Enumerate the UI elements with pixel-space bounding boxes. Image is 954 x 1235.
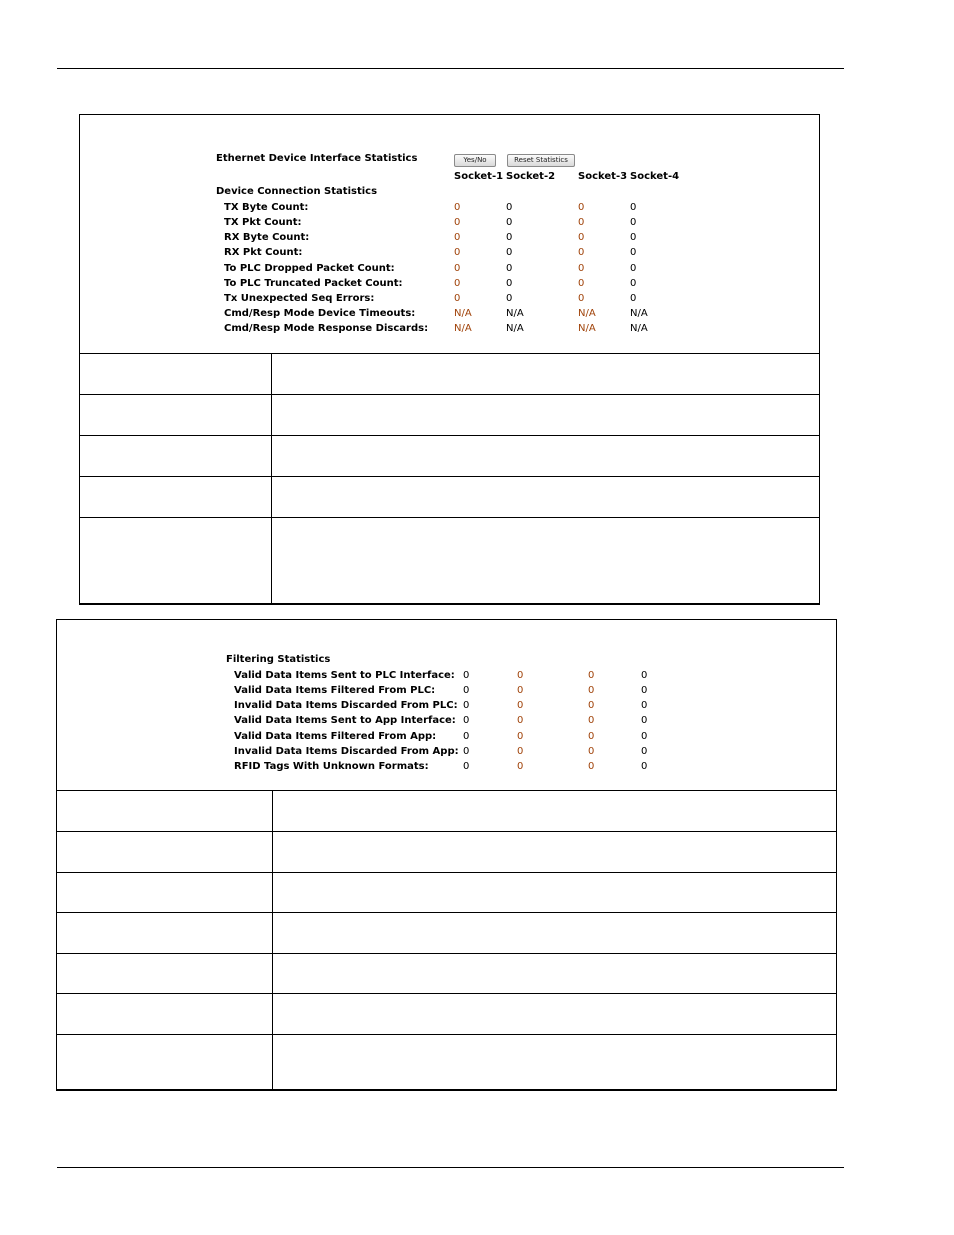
description-row <box>57 954 837 994</box>
stat-value-socket-1: 0 <box>454 202 461 213</box>
stat-value-socket-4: 0 <box>641 715 648 727</box>
field-cell <box>57 873 273 913</box>
stat-value-socket-1: 0 <box>454 232 461 244</box>
stat-value-socket-4: 0 <box>641 760 648 772</box>
stat-label: Cmd/Resp Mode Device Timeouts: <box>224 308 416 320</box>
stat-value-socket-4: 0 <box>641 700 648 712</box>
stat-value-socket-1: N/A <box>454 323 472 335</box>
stat-label: RFID Tags With Unknown Formats: <box>234 760 429 772</box>
stat-row <box>57 715 836 730</box>
description-cell <box>272 395 820 436</box>
description-row <box>57 832 837 873</box>
description-row <box>80 354 820 395</box>
stat-value-socket-1: 0 <box>463 760 470 772</box>
reset-statistics-button[interactable]: Reset Statistics <box>507 154 575 167</box>
socket-2-header: Socket-2 <box>506 171 556 182</box>
stat-value-socket-3: 0 <box>578 202 585 213</box>
stat-row <box>57 731 836 746</box>
stat-row <box>57 685 836 700</box>
stat-value-socket-2: N/A <box>506 308 524 320</box>
field-cell <box>57 832 273 873</box>
description-cell <box>273 832 837 873</box>
stat-value-socket-2: 0 <box>506 247 513 259</box>
description-row <box>57 873 837 913</box>
stat-value-socket-2: 0 <box>517 745 524 757</box>
stat-value-socket-1: 0 <box>454 247 461 259</box>
stat-row <box>57 761 836 776</box>
stat-value-socket-1: 0 <box>454 292 461 304</box>
stat-row <box>57 700 836 715</box>
stat-value-socket-4: 0 <box>630 262 637 274</box>
description-row <box>80 436 820 477</box>
stat-value-socket-4: 0 <box>630 277 637 289</box>
stat-value-socket-1: 0 <box>454 277 461 289</box>
field-cell <box>80 354 272 395</box>
section-title: Device Connection Statistics <box>216 186 378 197</box>
stat-value-socket-2: 0 <box>506 217 513 229</box>
field-cell <box>57 913 273 954</box>
description-cell <box>273 994 837 1035</box>
stat-value-socket-2: 0 <box>517 685 524 697</box>
filtering-statistics-screenshot <box>57 620 836 790</box>
description-table <box>56 790 837 1091</box>
field-cell <box>80 436 272 477</box>
stat-value-socket-1: N/A <box>454 308 472 320</box>
stat-value-socket-2: 0 <box>506 292 513 304</box>
stat-label: Invalid Data Items Discarded From PLC: <box>234 700 458 712</box>
stat-label: To PLC Truncated Packet Count: <box>224 277 403 289</box>
description-cell <box>272 354 820 395</box>
description-row <box>57 1035 837 1091</box>
description-table <box>79 353 820 605</box>
description-cell <box>273 791 837 832</box>
field-cell <box>80 477 272 518</box>
stat-value-socket-3: 0 <box>578 247 585 259</box>
stat-value-socket-3: 0 <box>578 262 585 274</box>
stat-value-socket-4: 0 <box>641 685 648 697</box>
description-cell <box>272 518 820 605</box>
stat-value-socket-2: 0 <box>506 232 513 244</box>
description-cell <box>272 477 820 518</box>
field-cell <box>80 518 272 605</box>
panel-title: Ethernet Device Interface Statistics <box>216 153 418 164</box>
stat-value-socket-3: 0 <box>588 670 595 681</box>
field-cell <box>57 791 273 832</box>
stat-value-socket-1: 0 <box>463 745 470 757</box>
stat-label: Invalid Data Items Discarded From App: <box>234 745 459 757</box>
description-row <box>80 518 820 605</box>
description-row <box>57 994 837 1035</box>
stat-value-socket-4: 0 <box>630 292 637 304</box>
stat-value-socket-3: 0 <box>588 685 595 697</box>
stat-row <box>80 323 819 338</box>
stat-row <box>80 263 819 278</box>
stat-value-socket-3: 0 <box>588 760 595 772</box>
stat-label: Valid Data Items Sent to App Interface: <box>234 715 456 727</box>
stat-label: Valid Data Items Filtered From PLC: <box>234 685 436 697</box>
stat-value-socket-4: 0 <box>641 745 648 757</box>
stat-value-socket-4: 0 <box>630 202 637 213</box>
stat-label: Valid Data Items Sent to PLC Interface: <box>234 670 455 681</box>
field-cell <box>57 954 273 994</box>
stat-value-socket-3: 0 <box>588 715 595 727</box>
description-cell <box>273 873 837 913</box>
stat-value-socket-3: 0 <box>578 277 585 289</box>
description-cell <box>273 954 837 994</box>
stat-value-socket-1: 0 <box>463 730 470 742</box>
field-cell <box>80 395 272 436</box>
description-row <box>80 477 820 518</box>
stat-row <box>80 308 819 323</box>
stat-value-socket-1: 0 <box>463 685 470 697</box>
stat-value-socket-1: 0 <box>463 715 470 727</box>
stat-value-socket-3: 0 <box>588 730 595 742</box>
stat-value-socket-1: 0 <box>454 262 461 274</box>
stat-row <box>80 278 819 293</box>
description-row <box>57 913 837 954</box>
stat-row <box>57 670 836 685</box>
stat-row <box>80 202 819 217</box>
stat-label: TX Pkt Count: <box>224 217 302 229</box>
stat-value-socket-2: 0 <box>506 277 513 289</box>
device-statistics-screenshot <box>80 115 819 354</box>
socket-4-header: Socket-4 <box>630 171 680 182</box>
stat-value-socket-3: 0 <box>578 217 585 229</box>
stat-value-socket-1: 0 <box>454 217 461 229</box>
stat-value-socket-4: 0 <box>630 217 637 229</box>
stat-value-socket-2: 0 <box>506 202 513 213</box>
description-cell <box>273 913 837 954</box>
stat-value-socket-3: N/A <box>578 308 596 320</box>
stat-value-socket-4: 0 <box>641 730 648 742</box>
stat-value-socket-2: N/A <box>506 323 524 335</box>
stat-value-socket-2: 0 <box>517 700 524 712</box>
description-row <box>80 395 820 436</box>
stat-row <box>57 746 836 761</box>
stat-value-socket-4: 0 <box>641 670 648 681</box>
yes-no-button[interactable]: Yes/No <box>454 154 496 167</box>
stat-value-socket-4: 0 <box>630 232 637 244</box>
stat-row <box>80 217 819 232</box>
stat-value-socket-3: N/A <box>578 323 596 335</box>
description-cell <box>272 436 820 477</box>
section-title: Filtering Statistics <box>226 654 331 665</box>
bottom-rule <box>57 1167 844 1168</box>
stat-value-socket-4: N/A <box>630 308 648 320</box>
socket-1-header: Socket-1 <box>454 171 504 182</box>
stat-label: TX Byte Count: <box>224 202 309 213</box>
filtering-statistics-panel <box>56 619 837 1090</box>
socket-3-header: Socket-3 <box>578 171 628 182</box>
stat-value-socket-2: 0 <box>517 730 524 742</box>
stat-label: Valid Data Items Filtered From App: <box>234 730 437 742</box>
stat-value-socket-2: 0 <box>506 262 513 274</box>
description-row <box>57 791 837 832</box>
stat-row <box>80 247 819 262</box>
stat-row <box>80 293 819 308</box>
stat-value-socket-3: 0 <box>578 292 585 304</box>
stat-row <box>80 232 819 247</box>
stat-value-socket-1: 0 <box>463 700 470 712</box>
stat-label: RX Byte Count: <box>224 232 310 244</box>
stat-value-socket-4: 0 <box>630 247 637 259</box>
field-cell <box>57 994 273 1035</box>
top-rule <box>57 68 844 69</box>
stat-label: RX Pkt Count: <box>224 247 303 259</box>
description-cell <box>273 1035 837 1091</box>
stat-value-socket-3: 0 <box>578 232 585 244</box>
stat-label: Cmd/Resp Mode Response Discards: <box>224 323 429 335</box>
stat-value-socket-3: 0 <box>588 745 595 757</box>
stat-value-socket-4: N/A <box>630 323 648 335</box>
stat-label: To PLC Dropped Packet Count: <box>224 262 395 274</box>
stat-value-socket-3: 0 <box>588 700 595 712</box>
stat-value-socket-2: 0 <box>517 670 524 681</box>
stat-value-socket-2: 0 <box>517 760 524 772</box>
stat-label: Tx Unexpected Seq Errors: <box>224 292 375 304</box>
field-cell <box>57 1035 273 1091</box>
stat-value-socket-2: 0 <box>517 715 524 727</box>
stat-value-socket-1: 0 <box>463 670 470 681</box>
device-statistics-panel <box>79 114 820 604</box>
